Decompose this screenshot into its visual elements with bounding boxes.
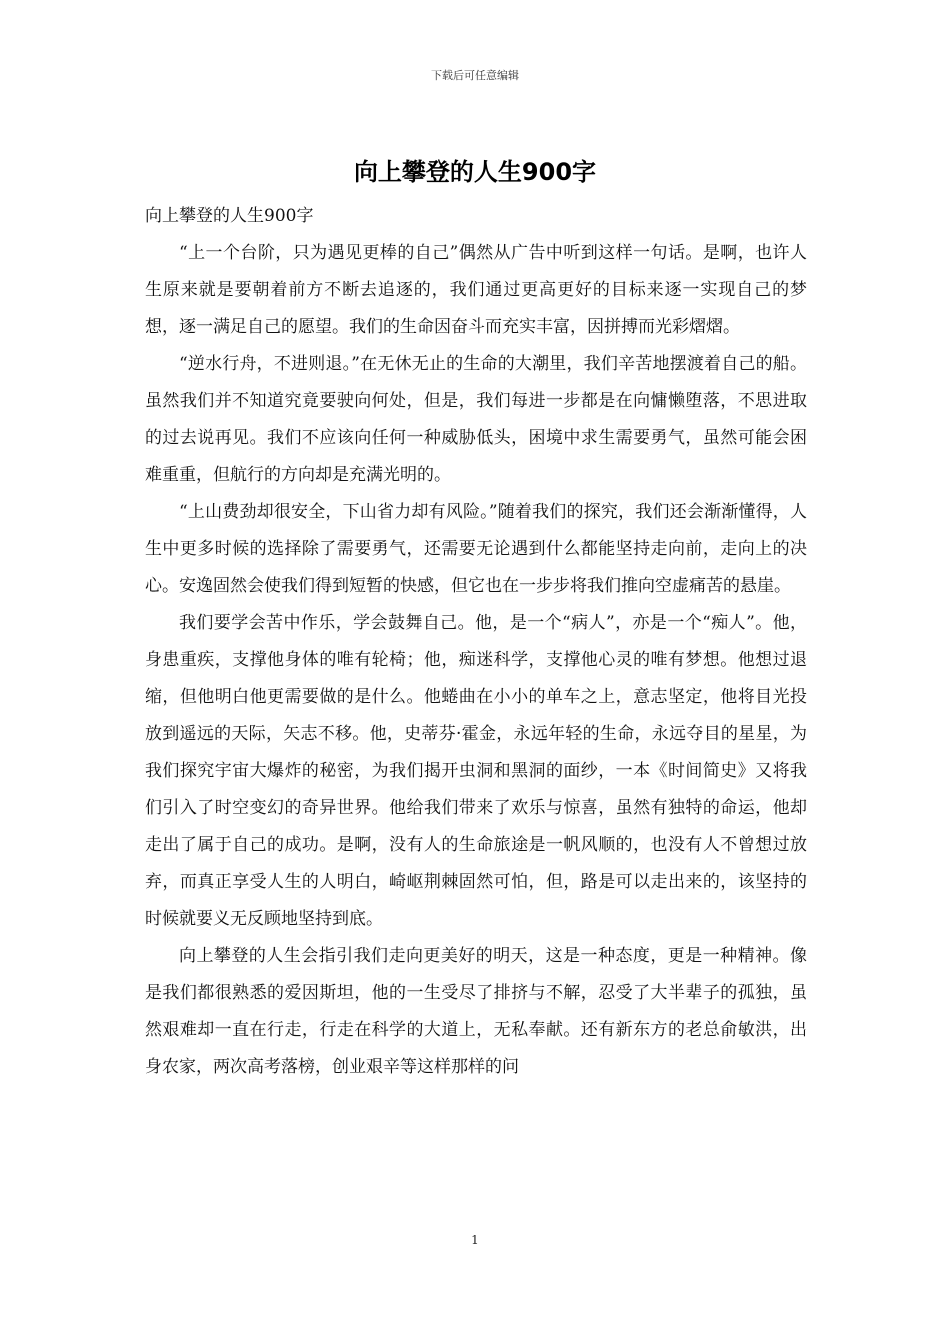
paragraph-4: 我们要学会苦中作乐，学会鼓舞自己。他，是一个“病人”，亦是一个“痴人”。他，身患重疾，支撑他身体的唯有轮椅；他，痴迷科学，支撑他心灵的唯有梦想。他想过退缩，但他明白他更需要做的是什么。他蜷曲在小小的单车之上，意志坚定，他将目光投放到遥远的天际，矢志不移。他，史蒂芬·霍金，永远年轻的生命，永远夺目的星星，为我们探究宇宙大爆炸的秘密，为我们揭开虫洞和黑洞的面纱，一本《时间简史》又将我们引入了时空变幻的奇异世界。他给我们带来了欢乐与惊喜，虽然有独特的命运，他却走出了属于自己的成功。是啊，没有人的生命旅途是一帆风顺的，也没有人不曾想过放弃，而真正享受人生的人明白，崎岖荆棘固然可怕，但，路是可以走出来的，该坚持的时候就要义无反顾地坚持到底。 (145, 613, 807, 929)
document-subtitle: 向上攀登的人生900字 (145, 206, 314, 226)
paragraph-3: “上山费劲却很安全，下山省力却有风险。”随着我们的探究，我们还会渐渐懂得，人生中更多时候的选择除了需要勇气，还需要无论遇到什么都能坚持走向前，走向上的决心。安逸固然会使我们得到短暂的快感，但它也在一步步将我们推向空虚痛苦的悬崖。 (145, 502, 807, 596)
paragraph-1: “上一个台阶，只为遇见更棒的自己”偶然从广告中听到这样一句话。是啊，也许人生原来就是要朝着前方不断去追逐的，我们通过更高更好的目标来逐一实现自己的梦想，逐一满足自己的愿望。我们的生命因奋斗而充实丰富，因拼搏而光彩熠熠。 (145, 243, 807, 337)
page-number: 1 (471, 1233, 479, 1247)
paragraph-2: “逆水行舟，不进则退。”在无休无止的生命的大潮里，我们辛苦地摆渡着自己的船。虽然我们并不知道究竟要驶向何处，但是，我们每进一步都是在向慵懒堕落，不思进取的过去说再见。我们不应该向任何一种威胁低头，困境中求生需要勇气，虽然可能会困难重重，但航行的方向却是充满光明的。 (145, 354, 807, 485)
document-title: 向上攀登的人生900字 (353, 158, 597, 186)
document-body (145, 198, 807, 1086)
paragraph-5: 向上攀登的人生会指引我们走向更美好的明天，这是一种态度，更是一种精神。像是我们都很熟悉的爱因斯坦，他的一生受尽了排挤与不解，忍受了大半辈子的孤独，虽然艰难却一直在行走，行走在科学的大道上，无私奉献。还有新东方的老总俞敏洪，出身农家，两次高考落榜，创业艰辛等这样那样的问 (145, 946, 807, 1077)
header-note: 下载后可任意编辑 (431, 69, 519, 82)
